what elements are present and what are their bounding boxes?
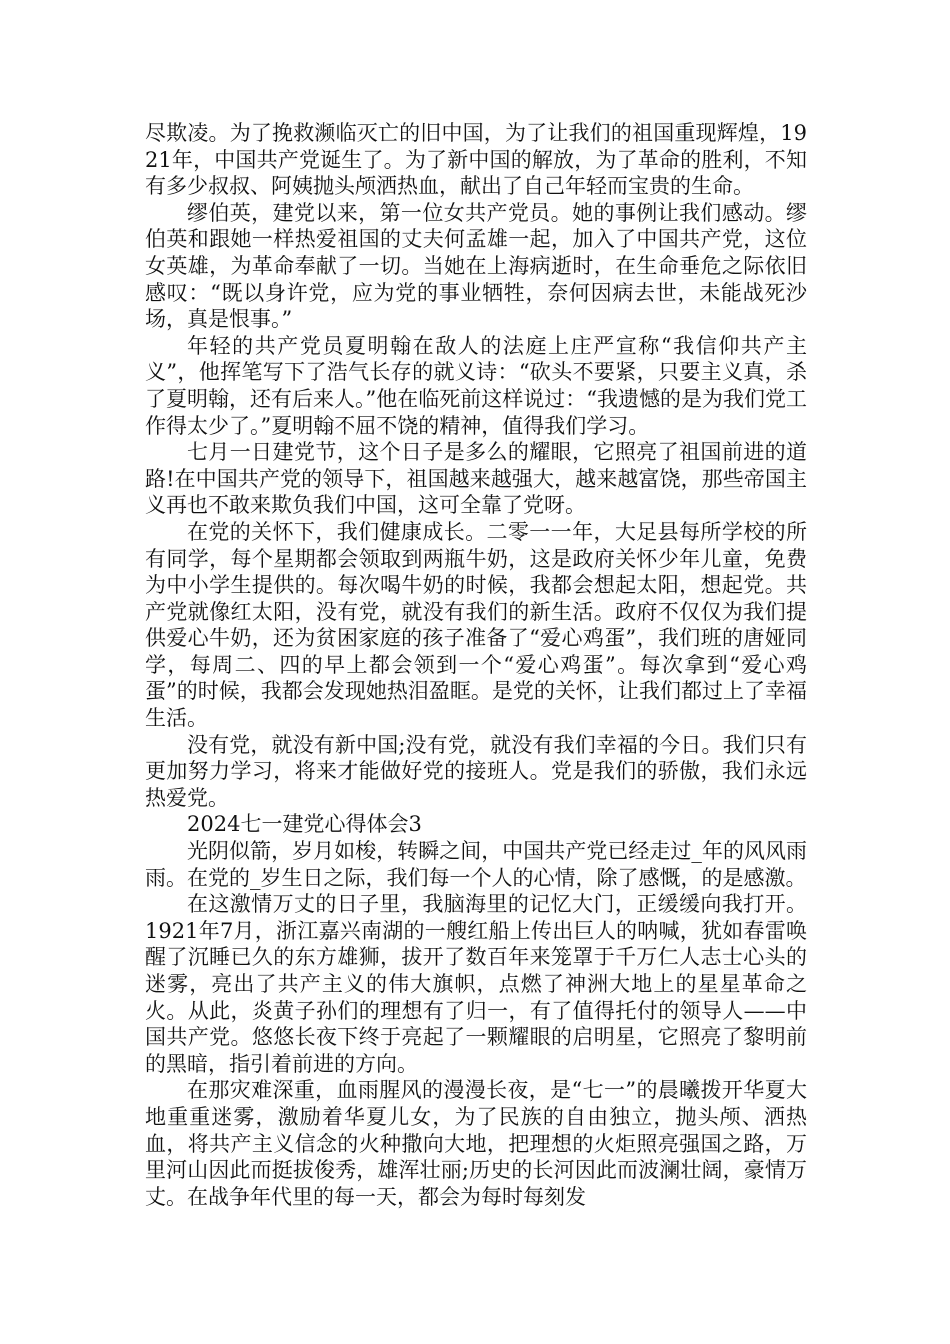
- section-heading: 2024七一建党心得体会3: [187, 812, 422, 837]
- paragraph-7: 光阴似箭，岁月如梭，转瞬之间，中国共产党已经走过_年的风风雨雨。在党的_岁生日之际，我们每一个人的心情，除了感慨，的是感激。: [145, 839, 807, 890]
- paragraph-6: 没有党，就没有新中国;没有党，就没有我们幸福的今日。我们只有更加努力学习，将来才能做好党的接班人。党是我们的骄傲，我们永远热爱党。: [145, 732, 807, 810]
- paragraph-9: 在那灾难深重，血雨腥风的漫漫长夜，是“七一”的晨曦拨开华夏大地重重迷雾，激励着华夏儿女，为了民族的自由独立，抛头颅、洒热血，将共产主义信念的火种撒向大地，把理想的火炬照亮强国之路，万里河山因此而挺拔俊秀，雄浑壮丽;历史的长河因此而波澜壮阔，豪情万丈。在战争年代里的每一天，都会为每时每刻发: [145, 1078, 807, 1209]
- paragraph-1: 尽欺凌。为了挽救濒临灭亡的旧中国，为了让我们的祖国重现辉煌，1921年，中国共产党诞生了。为了新中国的解放，为了革命的胜利，不知有多少叔叔、阿姨抛头颅洒热血，献出了自己年轻而宝贵的生命。: [145, 121, 807, 199]
- paragraph-4: 七月一日建党节，这个日子是多么的耀眼，它照亮了祖国前进的道路!在中国共产党的领导下，祖国越来越强大，越来越富饶，那些帝国主义再也不敢来欺负我们中国，这可全靠了党呀。: [145, 440, 807, 518]
- paragraph-8: 在这激情万丈的日子里，我脑海里的记忆大门，正缓缓向我打开。1921年7月，浙江嘉兴南湖的一艘红船上传出巨人的呐喊，犹如春雷唤醒了沉睡已久的东方雄狮，拔开了数百年来笼罩于千万仁人志士心头的迷雾，亮出了共产主义的伟大旗帜，点燃了神洲大地上的星星革命之火。从此，炎黄子孙们的理想有了归一，有了值得托付的领导人——中国共产党。悠悠长夜下终于亮起了一颗耀眼的启明星，它照亮了黎明前的黑暗，指引着前进的方向。: [145, 892, 807, 1076]
- document-page: [145, 120, 807, 1210]
- paragraph-2: 缪伯英，建党以来，第一位女共产党员。她的事例让我们感动。缪伯英和跟她一样热爱祖国的丈夫何孟雄一起，加入了中国共产党，这位女英雄，为革命奉献了一切。当她在上海病逝时，在生命垂危之际依旧感叹：“既以身许党，应为党的事业牺牲，奈何因病去世，未能战死沙场，真是恨事。”: [145, 200, 807, 332]
- paragraph-5: 在党的关怀下，我们健康成长。二零一一年，大足县每所学校的所有同学，每个星期都会领取到两瓶牛奶，这是政府关怀少年儿童，免费为中小学生提供的。每次喝牛奶的时候，我都会想起太阳，想起党。共产党就像红太阳，没有党，就没有我们的新生活。政府不仅仅为我们提供爱心牛奶，还为贫困家庭的孩子准备了“爱心鸡蛋”，我们班的唐娅同学，每周二、四的早上都会领到一个“爱心鸡蛋”。每次拿到“爱心鸡蛋”的时候，我都会发现她热泪盈眶。是党的关怀，让我们都过上了幸福生活。: [145, 519, 807, 731]
- paragraph-3: 年轻的共产党员夏明翰在敌人的法庭上庄严宣称“我信仰共产主义”，他挥笔写下了浩气长存的就义诗：“砍头不要紧，只要主义真，杀了夏明翰，还有后来人。”他在临死前这样说过：“我遗憾的是为我们党工作得太少了。”夏明翰不屈不饶的精神，值得我们学习。: [145, 333, 807, 438]
